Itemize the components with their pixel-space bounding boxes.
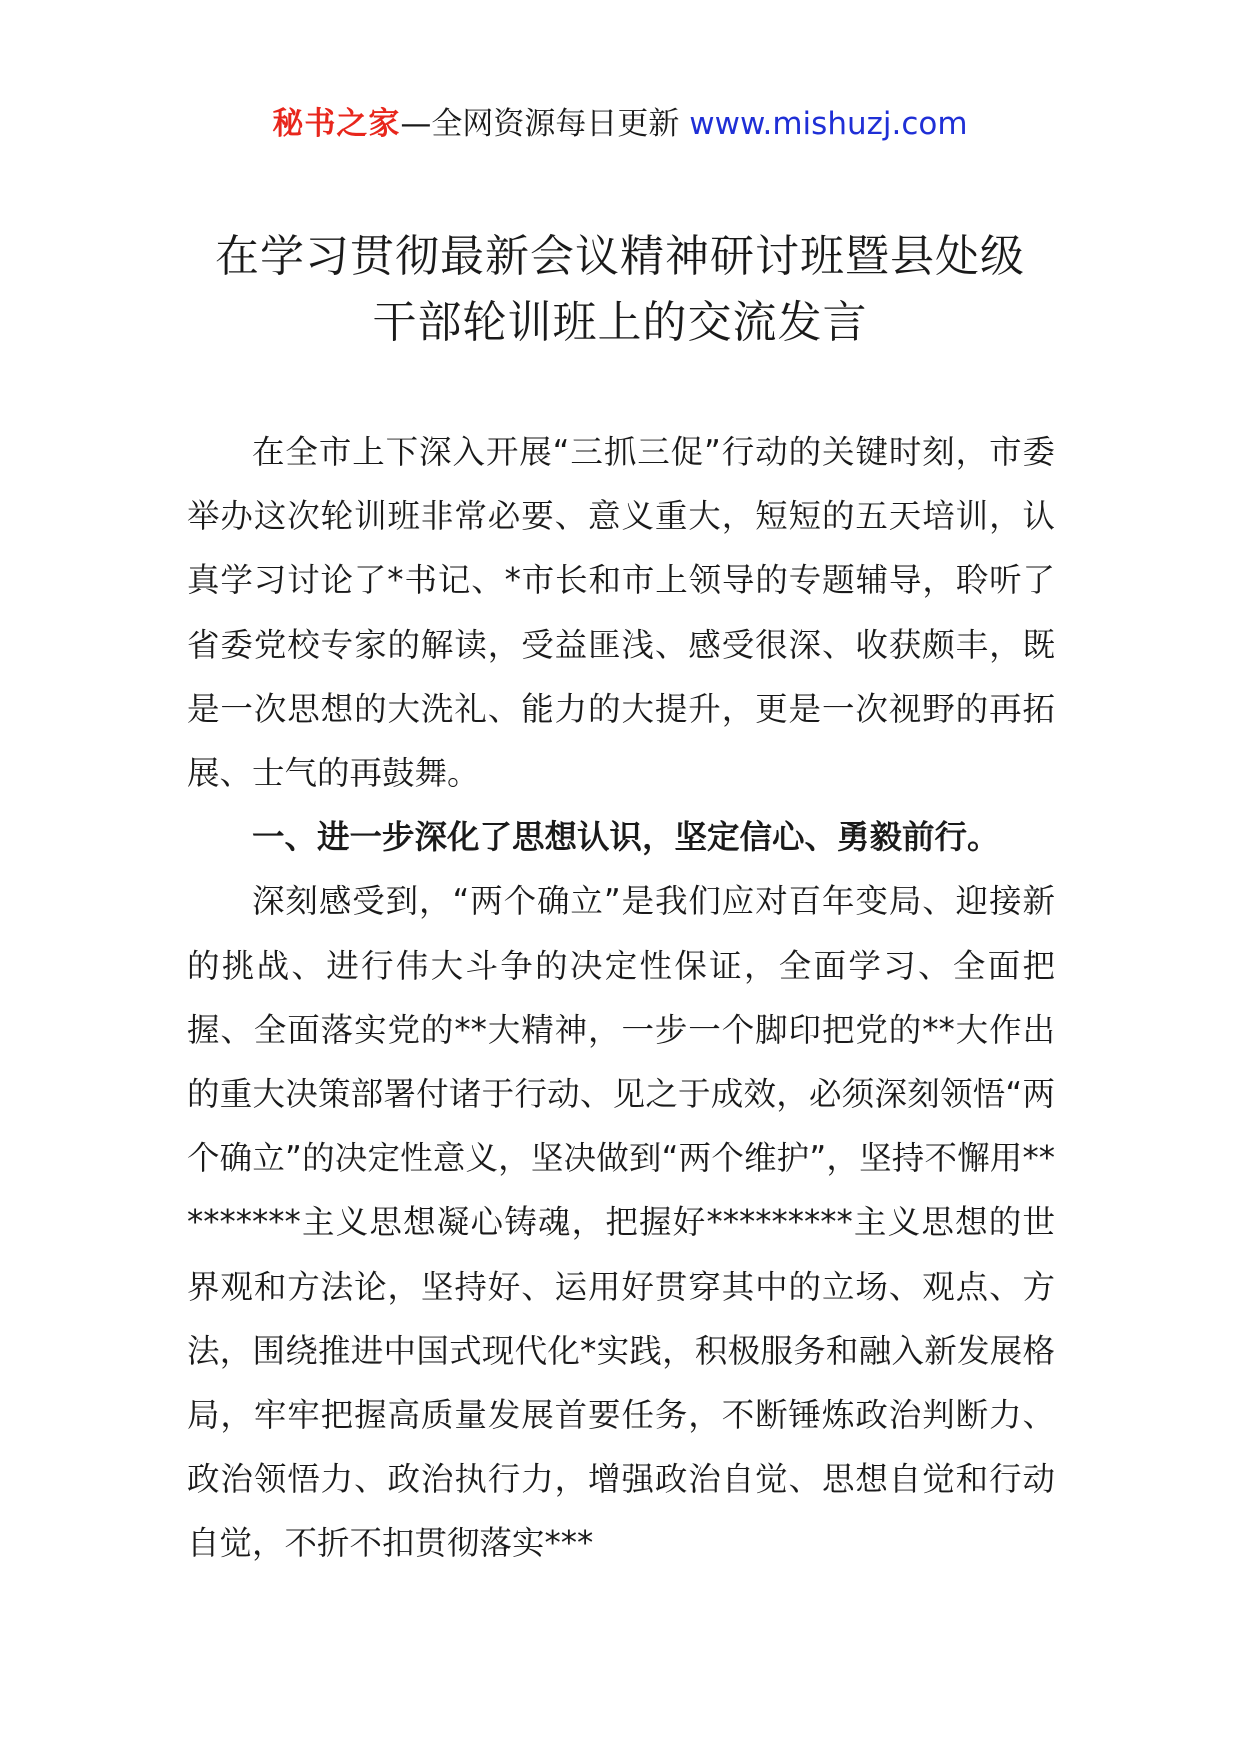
body-paragraph-1: 在全市上下深入开展“三抓三促”行动的关键时刻，市委举办这次轮训班非常必要、意义重大，短短的五天培训，认真学习讨论了*书记、*市长和市上领导的专题辅导，聆听了省委党校专家的解读，受益匪浅、感受很深、收获颇丰，既是一次思想的大洗礼、能力的大提升，更是一次视野的再拓展、士气的再鼓舞。 <box>187 433 1055 793</box>
title-line-2: 干部轮训班上的交流发言 <box>372 297 868 348</box>
document-title <box>120 224 1120 356</box>
body-paragraph-2: 深刻感受到，“两个确立”是我们应对百年变局、迎接新的挑战、进行伟大斗争的决定性保证，全面学习、全面把握、全面落实党的**大精神，一步一个脚印把党的**大作出的重大决策部署付诸于行动、见之于成效，必须深刻领悟“两个确立”的决定性意义，坚决做到“两个维护”，坚持不懈用*********主义思想凝心铸魂，把握好*********主义思想的世界观和方法论，坚持好、运用好贯穿其中的立场、观点、方法，围绕推进中国式现代化*实践，积极服务和融入新发展格局，牢牢把握高质量发展首要任务，不断锤炼政治判断力、政治领悟力、政治执行力，增强政治自觉、思想自觉和行动自觉，不折不扣贯彻落实*** <box>187 882 1055 1563</box>
source-header <box>0 102 1240 146</box>
brand-name: 秘书之家 <box>272 106 401 142</box>
document-body <box>187 420 1055 1576</box>
header-tagline: —全网资源每日更新 <box>400 106 690 142</box>
website-url[interactable]: www.mishuzj.com <box>689 106 968 142</box>
section-heading-1: 一、进一步深化了思想认识，坚定信心、勇毅前行。 <box>252 818 1000 857</box>
title-line-1: 在学习贯彻最新会议精神研讨班暨县处级 <box>215 231 1025 282</box>
